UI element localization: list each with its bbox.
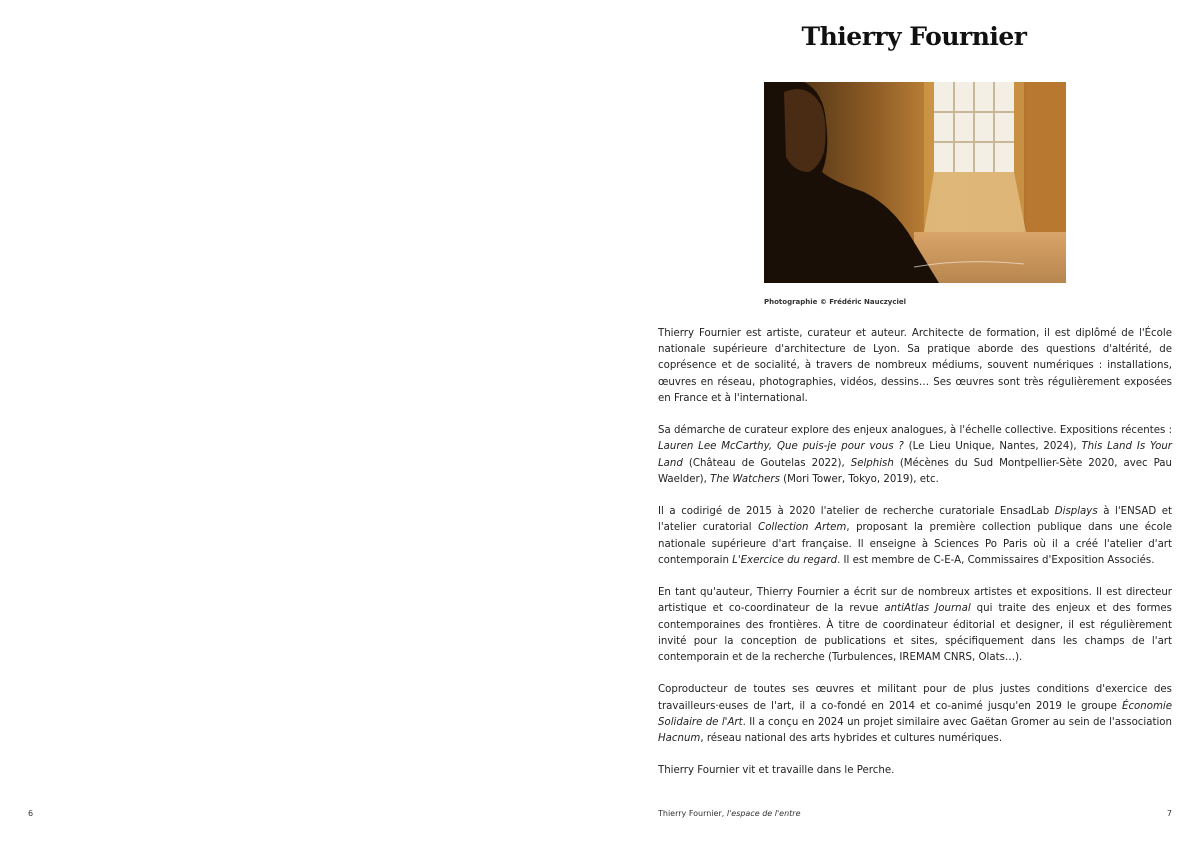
- portrait-photo-illustration: [764, 82, 1066, 283]
- biography-text: [658, 326, 1172, 796]
- bio-paragraph-3: Il a codirigé de 2015 à 2020 l'atelier de recherche curatoriale EnsadLab Displays à l'ENSAD et l'atelier curatorial Collection Artem, proposant la première collection publique dans une école nationale supérieure d'art française. Il enseigne à Sciences Po Paris où il a créé l'atelier d'art contemporain L'Exercice du regard. Il est membre de C-E-A, Commissaires d'Exposition Associés.: [658, 506, 1172, 566]
- exhibition-title: Lauren Lee McCarthy, Que puis-je pour vous ?: [658, 441, 904, 453]
- page-title: Thierry Fournier: [801, 22, 1027, 51]
- exhibition-title: Selphish: [850, 457, 894, 469]
- bio-paragraph-6: Thierry Fournier vit et travaille dans le Perche.: [658, 765, 895, 777]
- right-page: [600, 0, 1200, 849]
- bio-paragraph-4: En tant qu'auteur, Thierry Fournier a écrit sur de nombreux artistes et expositions. Il est directeur artistique et co-coordinateur de la revue antiAtlas Journal qui traite des enjeux et des formes contemporaines des frontières. À titre de coordinateur éditorial et designer, il est régulièrement invité pour la conception de publications et sites, spécifiquement dans les champs de l'art contemporain et de la recherche (Turbulences, IREMAM CNRS, Olats…).: [658, 587, 1172, 664]
- bio-paragraph-2: Sa démarche de curateur explore des enjeux analogues, à l'échelle collective. Expositions récentes : Lauren Lee McCarthy, Que puis-je pour vous ? (Le Lieu Unique, Nantes, 2024), This Land Is Your Land (Château de Goutelas 2022), Selphish (Mécènes du Sud Montpellier-Sète 2020, avec Pau Waelder), The Watchers (Mori Tower, Tokyo, 2019), etc.: [658, 425, 1172, 485]
- page-number-left: 6: [28, 809, 34, 818]
- photo-caption: Photographie © Frédéric Nauczyciel: [764, 298, 907, 306]
- bio-paragraph-5: Coproducteur de toutes ses œuvres et militant pour de plus justes conditions d'exercice des travailleurs·euses de l'art, il a co-fondé en 2014 et co-animé jusqu'en 2019 le groupe Économie Solidaire de l'Art. Il a conçu en 2024 un projet similaire avec Gaëtan Gromer au sein de l'association Hacnum, réseau national des arts hybrides et cultures numériques.: [658, 684, 1172, 745]
- running-footer: Thierry Fournier, l'espace de l'entre: [658, 809, 801, 818]
- bio-paragraph-1: Thierry Fournier est artiste, curateur et auteur. Architecte de formation, il est diplômé de l'École nationale supérieure d'architecture de Lyon. Sa pratique aborde des questions d'altérité, de coprésence et de socialité, à travers de nombreux médiums, souvent numériques : installations, œuvres en réseau, photographies, vidéos, dessins… Ses œuvres sont très régulièrement exposées en France et à l'international.: [658, 328, 1172, 404]
- exhibition-title: This Land Is Your Land: [658, 441, 1172, 469]
- portrait-photo: [764, 82, 1066, 283]
- exhibition-title: The Watchers: [710, 473, 780, 485]
- page-number-right: 7: [1166, 809, 1172, 818]
